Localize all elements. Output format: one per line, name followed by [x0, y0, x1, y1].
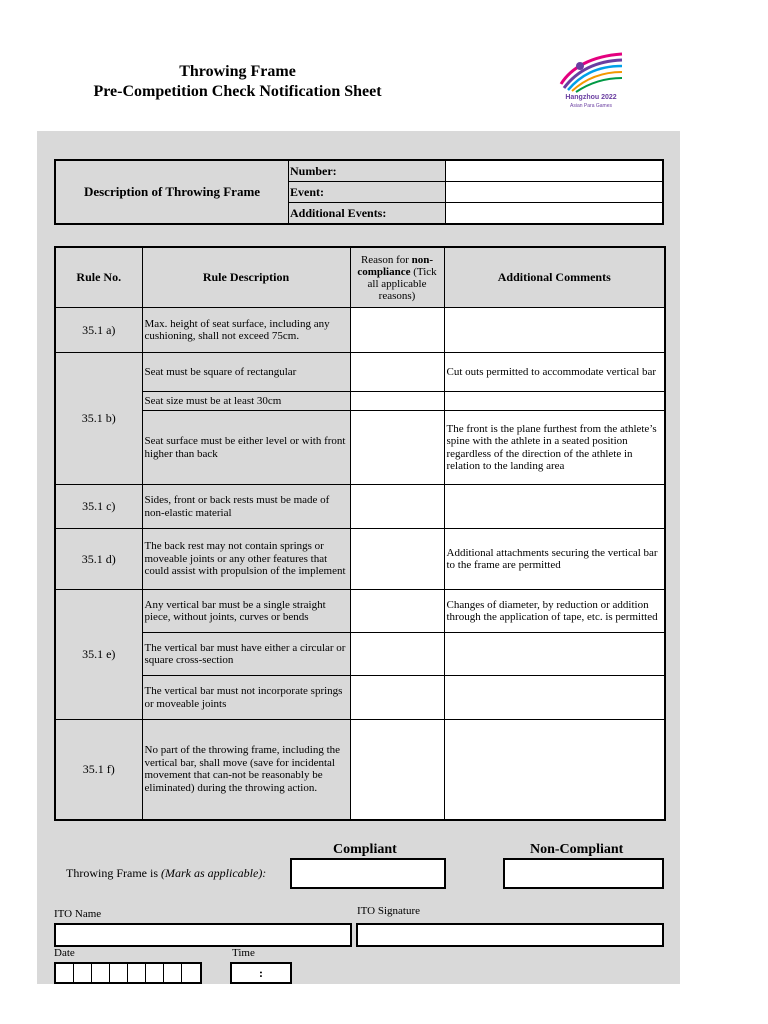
reason-checkbox-cell[interactable] — [350, 308, 444, 353]
compliant-box[interactable] — [290, 858, 446, 889]
reason-checkbox-cell[interactable] — [350, 633, 444, 676]
reason-checkbox-cell[interactable] — [350, 720, 444, 820]
time-label: Time — [232, 947, 255, 959]
rule-description: No part of the throwing frame, including the vertical bar, shall move (save for incidental movement that can-not be reasonably be eliminated) during the throwing action. — [142, 720, 350, 820]
header-comments: Additional Comments — [444, 247, 665, 308]
header-rule-description: Rule Description — [142, 247, 350, 308]
noncompliant-heading: Non-Compliant — [530, 842, 624, 857]
table-row — [55, 485, 665, 529]
reason-checkbox-cell[interactable] — [350, 392, 444, 411]
header-reason-bold: non-compliance — [357, 253, 434, 278]
rule-number: 35.1 a) — [55, 308, 142, 353]
table-row — [55, 720, 665, 820]
table-row — [55, 633, 665, 676]
form-subtitle: Pre-Competition Check Notification Sheet — [93, 83, 382, 100]
event-field[interactable] — [446, 182, 664, 203]
rule-description: Sides, front or back rests must be made of non-elastic material — [142, 485, 350, 529]
comment-cell — [444, 485, 665, 529]
logo-subtext: Asian Para Games — [570, 103, 612, 109]
rule-description: The vertical bar must have either a circular or square cross-section — [142, 633, 350, 676]
header-reason-suffix: (Tick all applicable reasons) — [367, 265, 437, 302]
table-row — [55, 392, 665, 411]
rule-number: 35.1 e) — [55, 590, 142, 720]
rule-description: Max. height of seat surface, including any cushioning, shall not exceed 75cm. — [142, 308, 350, 353]
comment-cell: The front is the plane furthest from the athlete’s spine with the athlete in a seated position regardless of the direction of the athlete in relation to the landing area — [444, 411, 665, 485]
reason-checkbox-cell[interactable] — [350, 676, 444, 720]
logo-text: Hangzhou 2022 — [565, 94, 617, 101]
date-field[interactable] — [54, 962, 202, 984]
reason-checkbox-cell[interactable] — [350, 411, 444, 485]
rule-description: Seat must be square of rectangular — [142, 353, 350, 392]
rule-number: 35.1 d) — [55, 529, 142, 590]
reason-checkbox-cell[interactable] — [350, 590, 444, 633]
noncompliant-box[interactable] — [503, 858, 664, 889]
comment-cell: Changes of diameter, by reduction or addition through the application of tape, etc. is permitted — [444, 590, 665, 633]
compliance-prompt — [66, 866, 266, 881]
comment-cell: Cut outs permitted to accommodate vertical bar — [444, 353, 665, 392]
rule-number: 35.1 f) — [55, 720, 142, 820]
hangzhou-logo — [546, 48, 636, 114]
table-row — [55, 590, 665, 633]
description-table — [54, 159, 664, 225]
description-heading: Description of Throwing Frame — [55, 160, 289, 224]
compliance-prompt-text: Throwing Frame is — [66, 866, 161, 880]
event-label: Event: — [289, 182, 446, 203]
rule-description: Seat surface must be either level or with front higher than back — [142, 411, 350, 485]
number-field[interactable] — [446, 160, 664, 182]
rule-number: 35.1 b) — [55, 353, 142, 485]
rule-description: Any vertical bar must be a single straight piece, without joints, curves or bends — [142, 590, 350, 633]
ito-name-label: ITO Name — [54, 908, 102, 920]
table-row — [55, 308, 665, 353]
reason-checkbox-cell[interactable] — [350, 485, 444, 529]
rule-number: 35.1 c) — [55, 485, 142, 529]
additional-events-field[interactable] — [446, 203, 664, 225]
date-label: Date — [54, 947, 75, 959]
header-rule-no: Rule No. — [55, 247, 142, 308]
table-row — [55, 411, 665, 485]
rule-description: The back rest may not contain springs or moveable joints or any other features that could assist with propulsion of the implement — [142, 529, 350, 590]
rules-table — [54, 246, 666, 821]
header-reason-prefix: Reason for — [360, 253, 412, 266]
table-row — [55, 353, 665, 392]
comment-cell — [444, 633, 665, 676]
time-field[interactable]: : — [230, 962, 292, 984]
logo-swoosh-icon — [556, 48, 626, 94]
reason-checkbox-cell[interactable] — [350, 529, 444, 590]
compliance-prompt-italic: (Mark as applicable): — [161, 866, 267, 880]
ito-name-field[interactable] — [54, 923, 352, 947]
comment-cell — [444, 720, 665, 820]
comment-cell — [444, 392, 665, 411]
form-title: Throwing Frame — [179, 63, 296, 80]
ito-signature-field[interactable] — [356, 923, 664, 947]
compliant-heading: Compliant — [333, 842, 397, 857]
comment-cell: Additional attachments securing the vertical bar to the frame are permitted — [444, 529, 665, 590]
table-row — [55, 676, 665, 720]
header-reason — [350, 247, 444, 308]
table-row — [55, 529, 665, 590]
additional-events-label: Additional Events: — [289, 203, 446, 225]
rule-description: Seat size must be at least 30cm — [142, 392, 350, 411]
comment-cell — [444, 308, 665, 353]
reason-checkbox-cell[interactable] — [350, 353, 444, 392]
comment-cell — [444, 676, 665, 720]
number-label: Number: — [289, 160, 446, 182]
ito-signature-label: ITO Signature — [357, 905, 421, 917]
rule-description: The vertical bar must not incorporate springs or moveable joints — [142, 676, 350, 720]
